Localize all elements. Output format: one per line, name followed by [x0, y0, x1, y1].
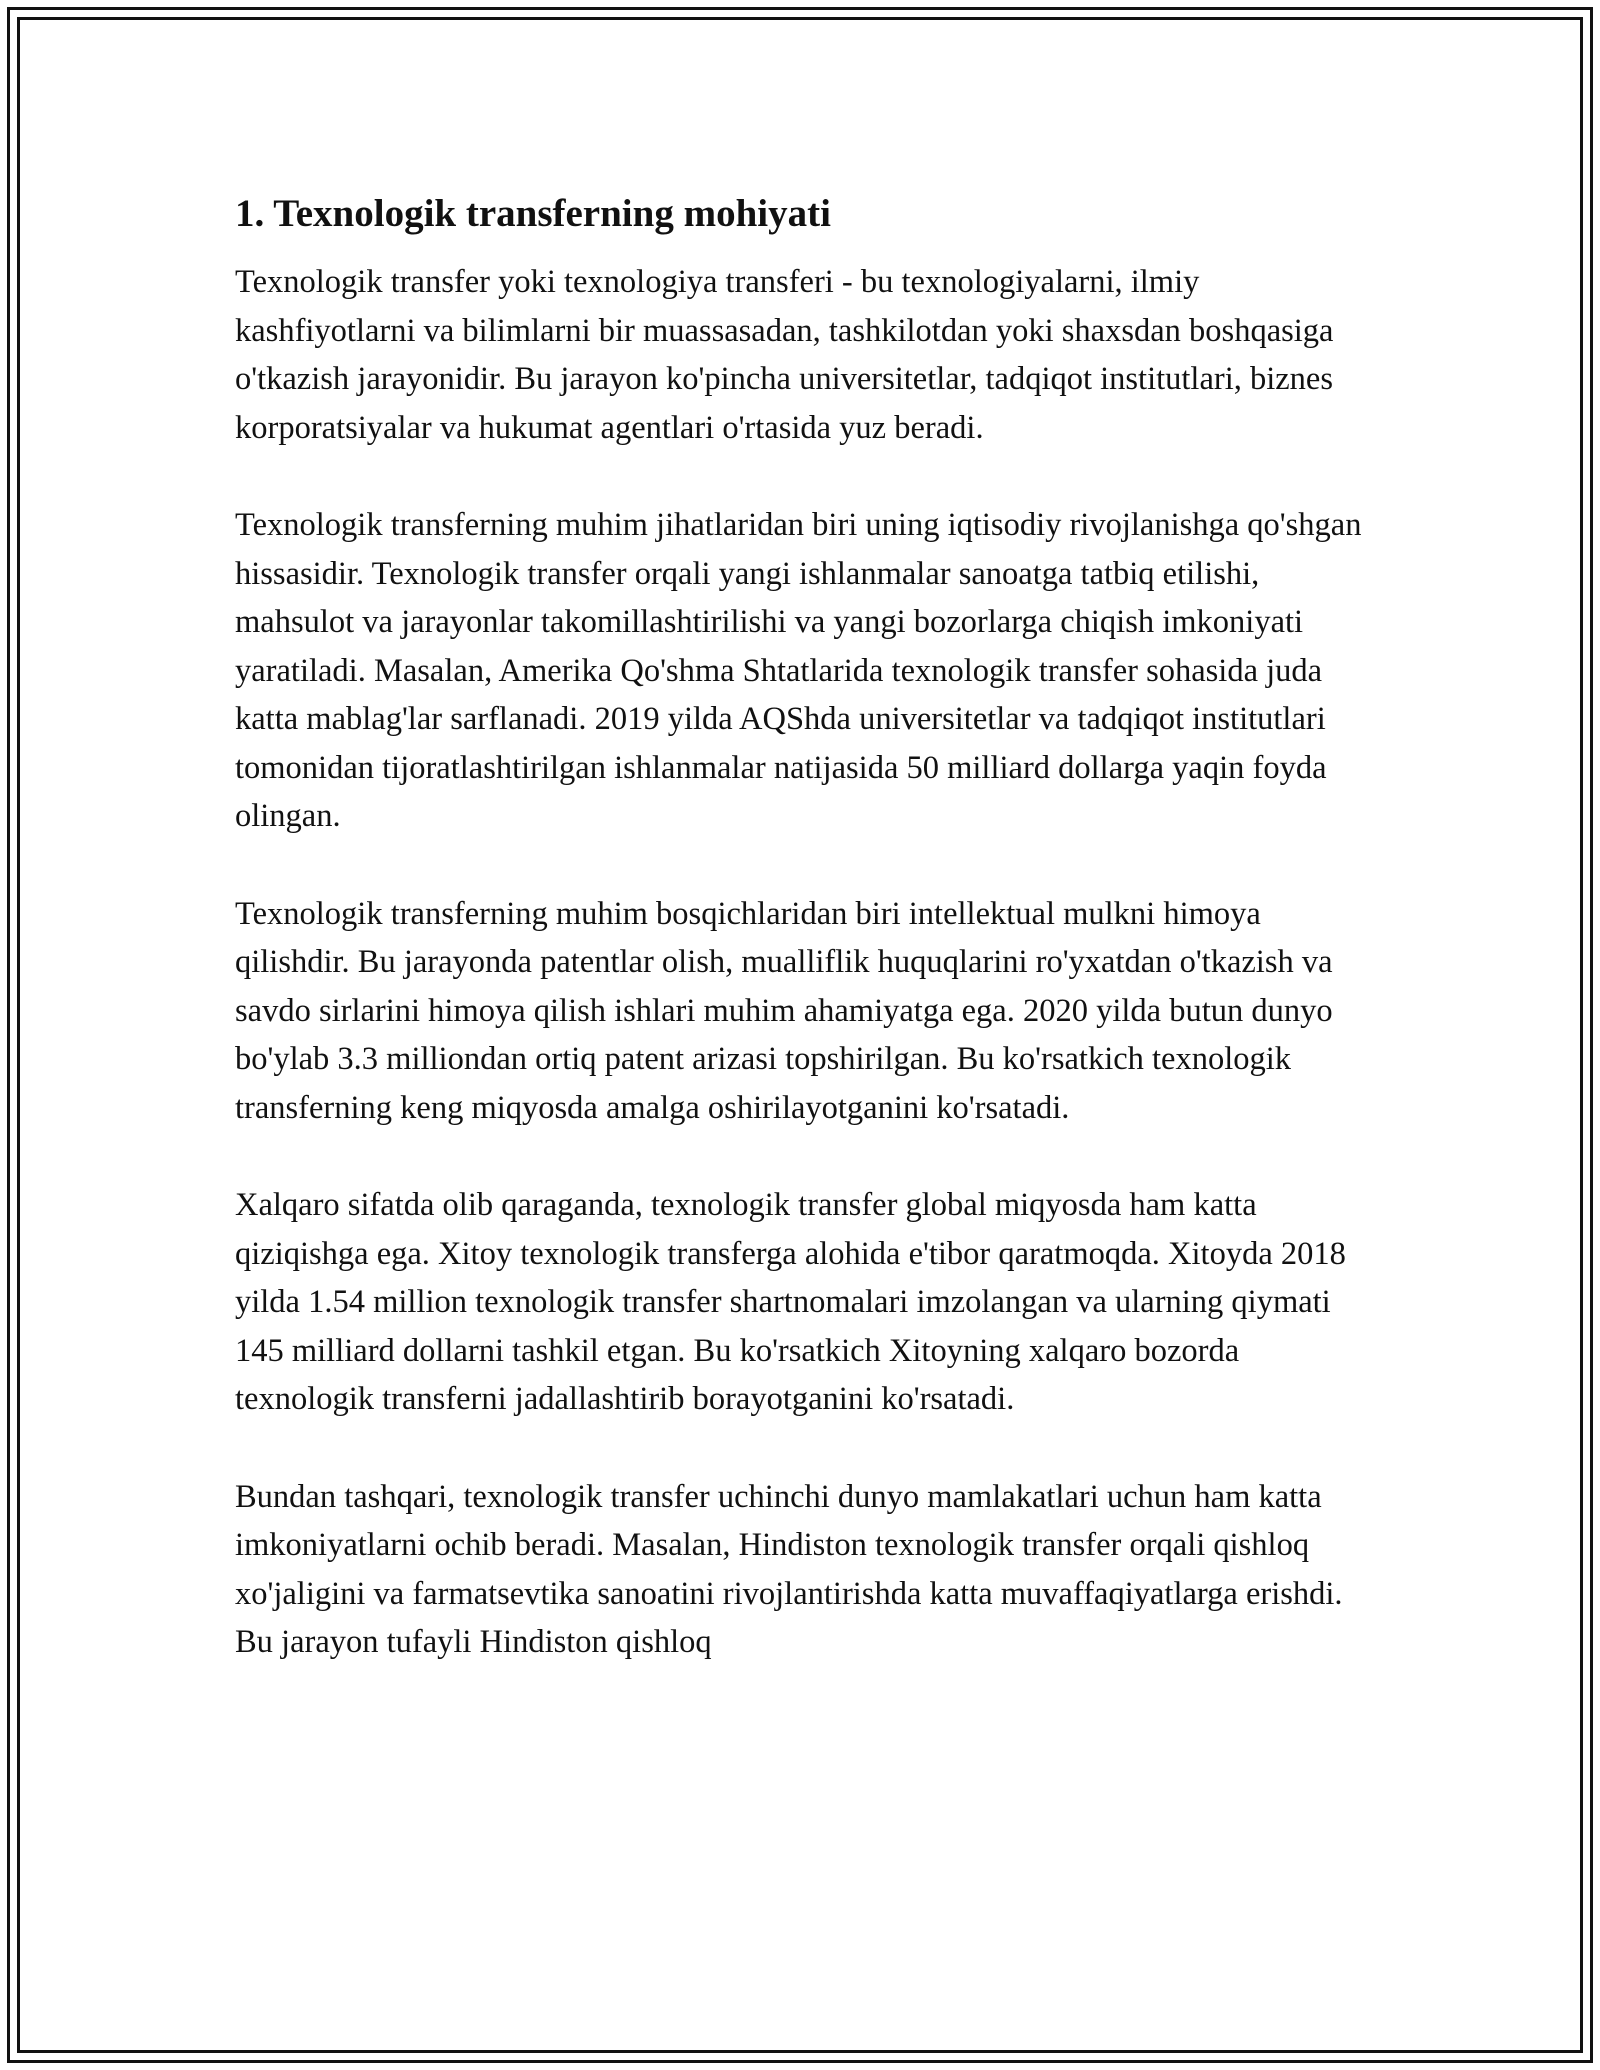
section-heading: 1. Texnologik transferning mohiyati: [235, 192, 831, 235]
document-body: [235, 190, 1370, 1716]
paragraph-5: Bundan tashqari, texnologik transfer uchinchi dunyo mamlakatlari uchun ham katta imkoniyatlarni ochib beradi. Masalan, Hindiston texnologik transfer orqali qishloq xo'jaligini va farmatsevtika sanoatini rivojlantirishda katta muvaffaqiyatlarga erishdi. Bu jarayon tufayli Hindiston qishloq: [235, 1478, 1343, 1660]
paragraph-2: Texnologik transferning muhim jihatlaridan biri uning iqtisodiy rivojlanishga qo'shgan hissasidir. Texnologik transfer orqali yangi ishlanmalar sanoatga tatbiq etilishi, mahsulot va jarayonlar takomillashtirilishi va yangi bozorlarga chiqish imkoniyati yaratiladi. Masalan, Amerika Qo'shma Shtatlarida texnologik transfer sohasida juda katta mablag'lar sarflanadi. 2019 yilda AQShda universitetlar va tadqiqot institutlari tomonidan tijoratlashtirilgan ishlanmalar natijasida 50 milliard dollarga yaqin foyda olingan.: [235, 507, 1362, 834]
paragraph-1: Texnologik transfer yoki texnologiya transferi - bu texnologiyalarni, ilmiy kashfiyotlarni va bilimlarni bir muassasadan, tashkilotdan yoki shaxsdan boshqasiga o'tkazish jarayonidir. Bu jarayon ko'pincha universitetlar, tadqiqot institutlari, biznes korporatsiyalar va hukumat agentlari o'rtasida yuz beradi.: [235, 264, 1334, 446]
paragraph-4: Xalqaro sifatda olib qaraganda, texnologik transfer global miqyosda ham katta qiziqishga ega. Xitoy texnologik transferga alohida e'tibor qaratmoqda. Xitoyda 2018 yilda 1.54 million texnologik transfer shartnomalari imzolangan va ularning qiymati 145 milliard dollarni tashkil etgan. Bu ko'rsatkich Xitoyning xalqaro bozorda texnologik transferni jadallashtirib borayotganini ko'rsatadi.: [235, 1187, 1346, 1417]
paragraph-3: Texnologik transferning muhim bosqichlaridan biri intellektual mulkni himoya qilishdir. Bu jarayonda patentlar olish, mualliflik huquqlarini ro'yxatdan o'tkazish va savdo sirlarini himoya qilish ishlari muhim ahamiyatga ega. 2020 yilda butun dunyo bo'ylab 3.3 milliondan ortiq patent arizasi topshirilgan. Bu ko'rsatkich texnologik transferning keng miqyosda amalga oshirilayotganini ko'rsatadi.: [235, 895, 1333, 1126]
